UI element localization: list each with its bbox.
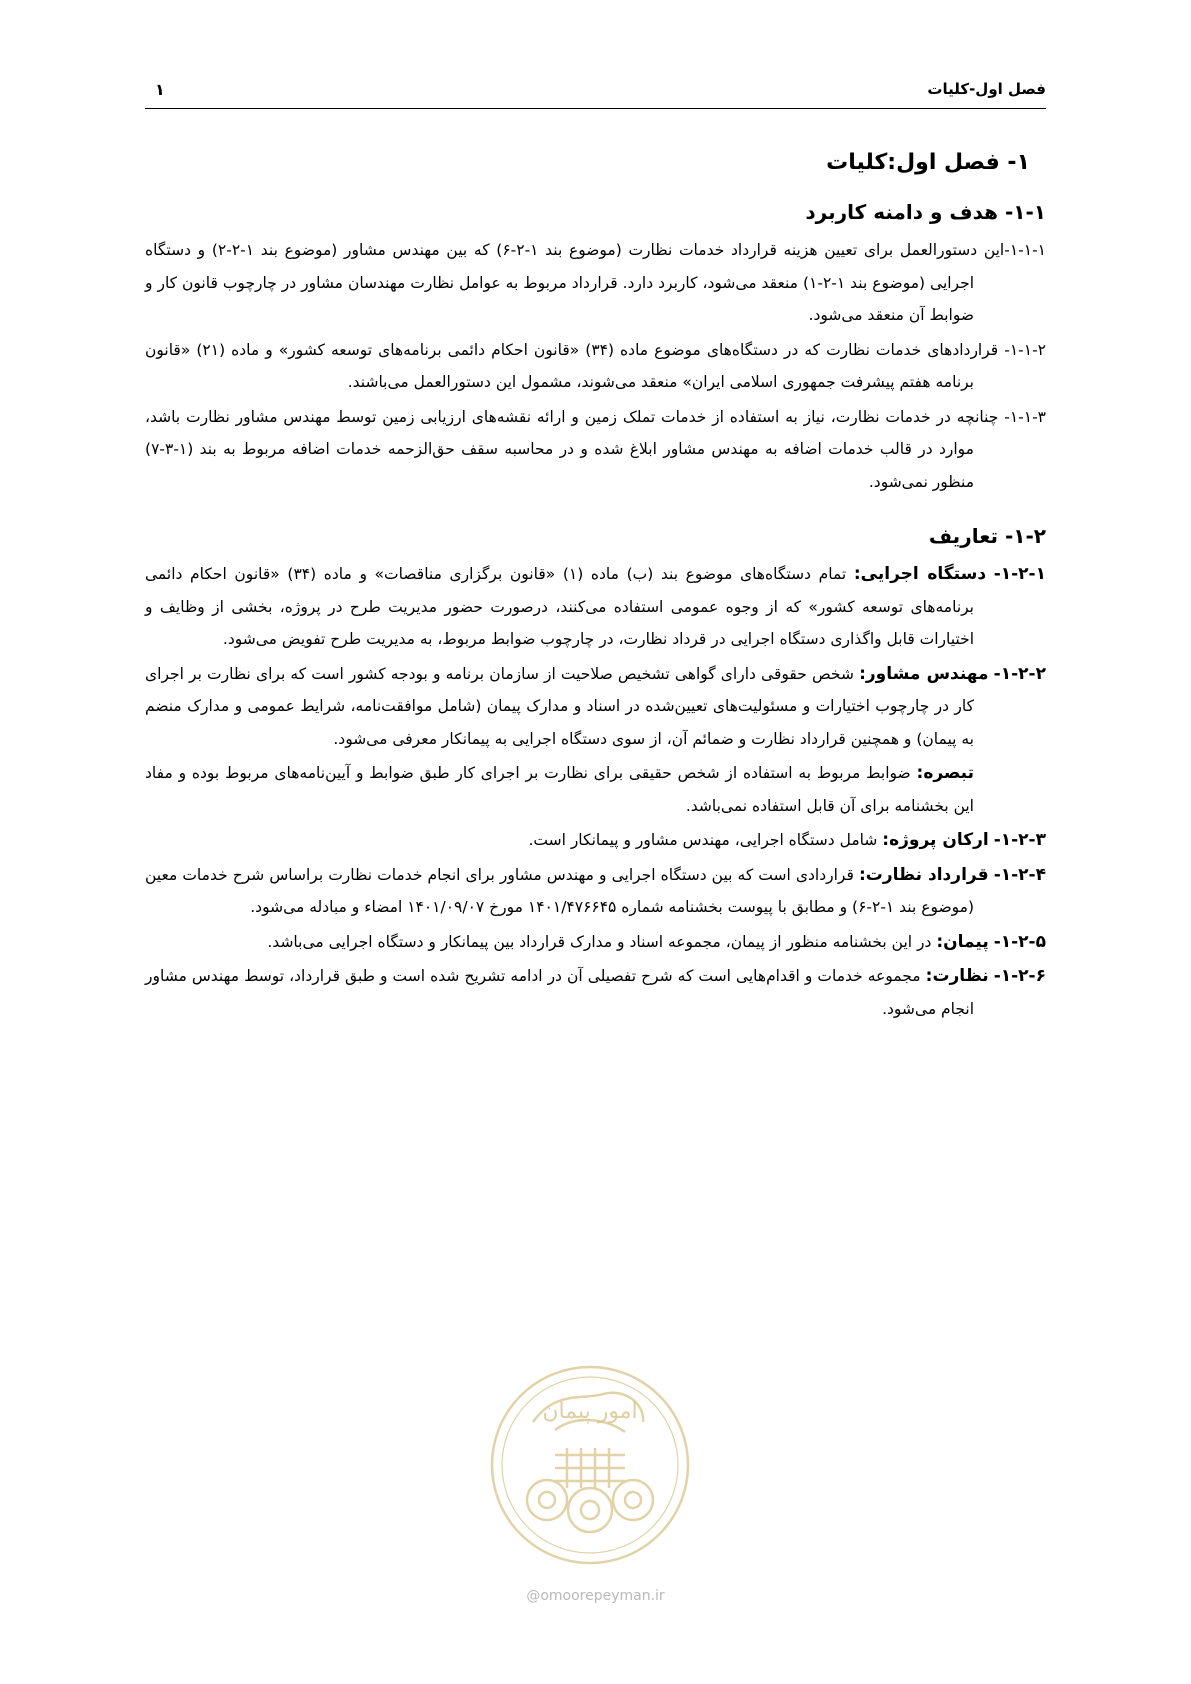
definition-text: شامل دستگاه اجرایی، مهندس مشاور و پیمانکار است. bbox=[528, 831, 878, 849]
paragraph: ۱-۱-۲- قراردادهای خدمات نظارت که در دستگاه‌های موضوع ماده (۳۴) «قانون احکام دائمی برنامه‌های توسعه کشور» و ماده (۲۱) «قانون برنامه هفتم پیشرفت جمهوری اسلامی ایران» منعقد می‌شوند، مشمول این دستورالعمل می‌باشند. bbox=[145, 340, 1046, 391]
item-number: ۱-۲-۵- bbox=[993, 931, 1046, 952]
header-title: فصل اول-کلیات bbox=[927, 80, 1046, 98]
definition-item bbox=[145, 658, 1046, 756]
defined-term: قرارداد نظارت: bbox=[858, 864, 989, 885]
note-item bbox=[145, 757, 1046, 822]
definition-text: تمام دستگاه‌های موضوع بند (ب) ماده (۱) «قانون برگزاری مناقصات» و ماده (۳۴) «قانون احکام دائمی برنامه‌های توسعه کشور» که از وجوه عمومی استفاده می‌کنند، درصورت حضور مدیریت طرح در پروژه، بخشی از وظایف و اختیارات قابل واگذاری دستگاه اجرایی در قرداد نظارت، در چارچوب ضوابط مربوط، به مدیریت طرح تفویض می‌شود. bbox=[145, 565, 974, 648]
definition-item bbox=[145, 859, 1046, 924]
item-number: ۱-۲-۲- bbox=[993, 663, 1046, 684]
defined-term: مهندس مشاور: bbox=[859, 663, 989, 684]
paragraph: ۱-۱-۳- چنانچه در خدمات نظارت، نیاز به استفاده از خدمات تملک زمین و ارائه نقشه‌های ارزیابی زمین توسط مهندس مشاور نظارت باشد، موارد در قالب خدمات اضافه به مهندس مشاور ابلاغ شده و در محاسبه سقف حق‌الزحمه خدمات اضافه مربوط به بند (۱-۳-۷) منظور نمی‌شود. bbox=[145, 407, 1046, 491]
defined-term: ارکان پروژه: bbox=[882, 830, 989, 850]
defined-term: نظارت: bbox=[925, 966, 989, 986]
watermark-logo-text: امور پیمان bbox=[542, 1399, 638, 1424]
watermark-site: @omoorepeyman.ir bbox=[526, 1588, 665, 1604]
page-header bbox=[145, 80, 1046, 109]
definition-text: مجموعه خدمات و اقدام‌هایی است که شرح تفصیلی آن در ادامه تشریح شده است و طبق قرارداد، توسط مهندس مشاور انجام می‌شود. bbox=[145, 967, 974, 1018]
definition-item bbox=[145, 824, 1046, 857]
item-number: ۱-۲-۴- bbox=[993, 864, 1046, 885]
note-label: تبصره: bbox=[916, 763, 974, 783]
section-heading: ۱-۲- تعاریف bbox=[928, 524, 1046, 548]
item-number: ۱-۲-۳- bbox=[993, 830, 1046, 850]
definition-item bbox=[145, 558, 1046, 656]
note-text: ضوابط مربوط به استفاده از شخص حقیقی برای نظارت بر اجرای کار طبق ضوابط و آیین‌نامه‌های مربوط بوده و مفاد این بخشنامه برای آن قابل استفاده نمی‌باشد. bbox=[145, 764, 974, 815]
defined-term: دستگاه اجرایی: bbox=[853, 564, 987, 584]
chapter-heading: ۱- فصل اول:کلیات bbox=[826, 150, 1030, 175]
section-heading: ۱-۱- هدف و دامنه کاربرد bbox=[805, 200, 1046, 224]
paragraph: ۱-۱-۱-این دستورالعمل برای تعیین هزینه قرارداد خدمات نظارت (موضوع بند ۱-۲-۶) که بین مهندس مشاور (موضوع بند ۱-۲-۲) و دستگاه اجرایی (موضوع بند ۱-۲-۱) منعقد می‌شود، کاربرد دارد. قرارداد مربوط به عوامل نظارت مهندسان مشاور در چارچوب قانون کار و ضوابط آن منعقد می‌شود. bbox=[145, 241, 1047, 324]
definition-text: قراردادی است که بین دستگاه اجرایی و مهندس مشاور برای انجام خدمات نظارت براساس شرح خدمات معین (موضوع بند ۱-۲-۶) و مطابق با پیوست بخشنامه شماره ۱۴۰۱/۴۷۶۶۴۵ مورخ ۱۴۰۱/۰۹/۰۷ امضاء و مبادله می‌شود. bbox=[145, 865, 974, 916]
item-number: ۱-۲-۱- bbox=[993, 564, 1046, 584]
watermark-seal-icon bbox=[485, 1360, 695, 1570]
definition-text: در این بخشنامه منظور از پیمان، مجموعه اسناد و مدارک قرارداد بین پیمانکار و دستگاه اجرایی می‌باشد. bbox=[267, 932, 932, 951]
page-content bbox=[145, 148, 1046, 1027]
definition-item bbox=[145, 960, 1046, 1025]
definition-item bbox=[145, 926, 1046, 959]
definition-text: شخص حقوقی دارای گواهی تشخیص صلاحیت از سازمان برنامه و بودجه کشور است که برای نظارت بر اجرای کار در چارچوب اختیارات و مسئولیت‌های تعیین‌شده در اسناد و مدارک پیمان (شامل موافقت‌نامه، شرایط عمومی و مدارک منضم به پیمان) و همچنین قرارداد نظارت و ضمائم آن، از سوی دستگاه اجرایی به پیمانکار معرفی می‌شود. bbox=[145, 664, 974, 748]
item-number: ۱-۲-۶- bbox=[993, 966, 1046, 986]
defined-term: پیمان: bbox=[936, 931, 989, 952]
page-number: ۱ bbox=[155, 80, 165, 99]
